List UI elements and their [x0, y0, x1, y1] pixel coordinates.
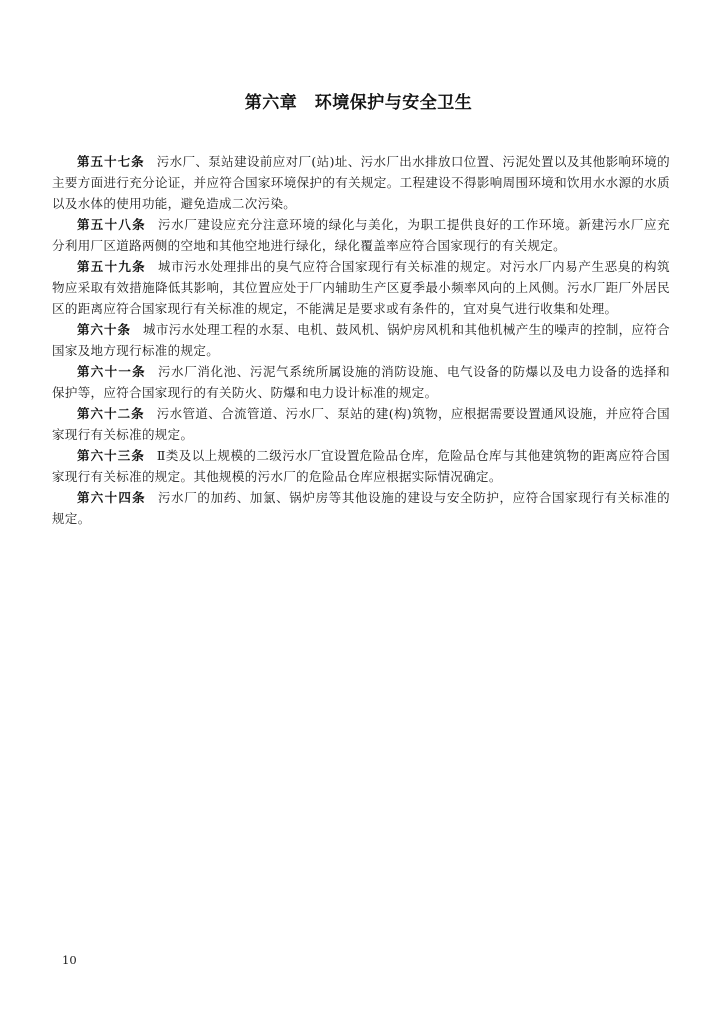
article-text: 城市污水处理排出的臭气应符合国家现行有关标准的规定。对污水厂内易产生恶臭的构筑物应采取有效措施降低其影响，其位置应处于厂内辅助生产区夏季最小频率风向的上风侧。污水厂距厂外居民区的距离应符合国家现行有关标准的规定，不能满足是要求或有条件的，宜对臭气进行收集和处理。 [52, 259, 670, 316]
article-text: 污水厂的加药、加氯、锅炉房等其他设施的建设与安全防护，应符合国家现行有关标准的规定。 [52, 490, 670, 526]
article-number: 第五十九条 [77, 259, 146, 274]
article-list [52, 151, 670, 529]
article-62 [52, 403, 670, 445]
article-64 [52, 487, 670, 529]
article-61 [52, 361, 670, 403]
article-text: 污水厂消化池、污泥气系统所属设施的消防设施、电气设备的防爆以及电力设备的选择和保护等，应符合国家现行的有关防火、防爆和电力设计标准的规定。 [52, 364, 670, 400]
article-text: 污水厂建设应充分注意环境的绿化与美化，为职工提供良好的工作环境。新建污水厂应充分利用厂区道路两侧的空地和其他空地进行绿化，绿化覆盖率应符合国家现行的有关规定。 [52, 217, 670, 253]
article-text: 污水管道、合流管道、污水厂、泵站的建(构)筑物，应根据需要设置通风设施，并应符合国家现行有关标准的规定。 [52, 406, 670, 442]
article-number: 第六十三条 [77, 448, 145, 463]
article-text: 污水厂、泵站建设前应对厂(站)址、污水厂出水排放口位置、污泥处置以及其他影响环境的主要方面进行充分论证，并应符合国家环境保护的有关规定。工程建设不得影响周围环境和饮用水水源的水质以及水体的使用功能，避免造成二次污染。 [52, 154, 670, 211]
article-number: 第六十一条 [77, 364, 146, 379]
chapter-title: 第六章 环境保护与安全卫生 [244, 93, 473, 113]
article-57 [52, 151, 670, 214]
article-number: 第五十八条 [77, 217, 146, 232]
article-58 [52, 214, 670, 256]
article-text: Ⅱ类及以上规模的二级污水厂宜设置危险品仓库，危险品仓库与其他建筑物的距离应符合国家现行有关标准的规定。其他规模的污水厂的危险品仓库应根据实际情况确定。 [52, 448, 670, 484]
page-number: 10 [62, 953, 77, 967]
article-number: 第六十二条 [77, 406, 145, 421]
article-number: 第六十四条 [77, 490, 146, 505]
article-60 [52, 319, 670, 361]
article-text: 城市污水处理工程的水泵、电机、鼓风机、锅炉房风机和其他机械产生的噪声的控制，应符合国家及地方现行标准的规定。 [52, 322, 670, 358]
article-59 [52, 256, 670, 319]
article-63 [52, 445, 670, 487]
article-number: 第五十七条 [77, 154, 145, 169]
article-number: 第六十条 [77, 322, 132, 337]
